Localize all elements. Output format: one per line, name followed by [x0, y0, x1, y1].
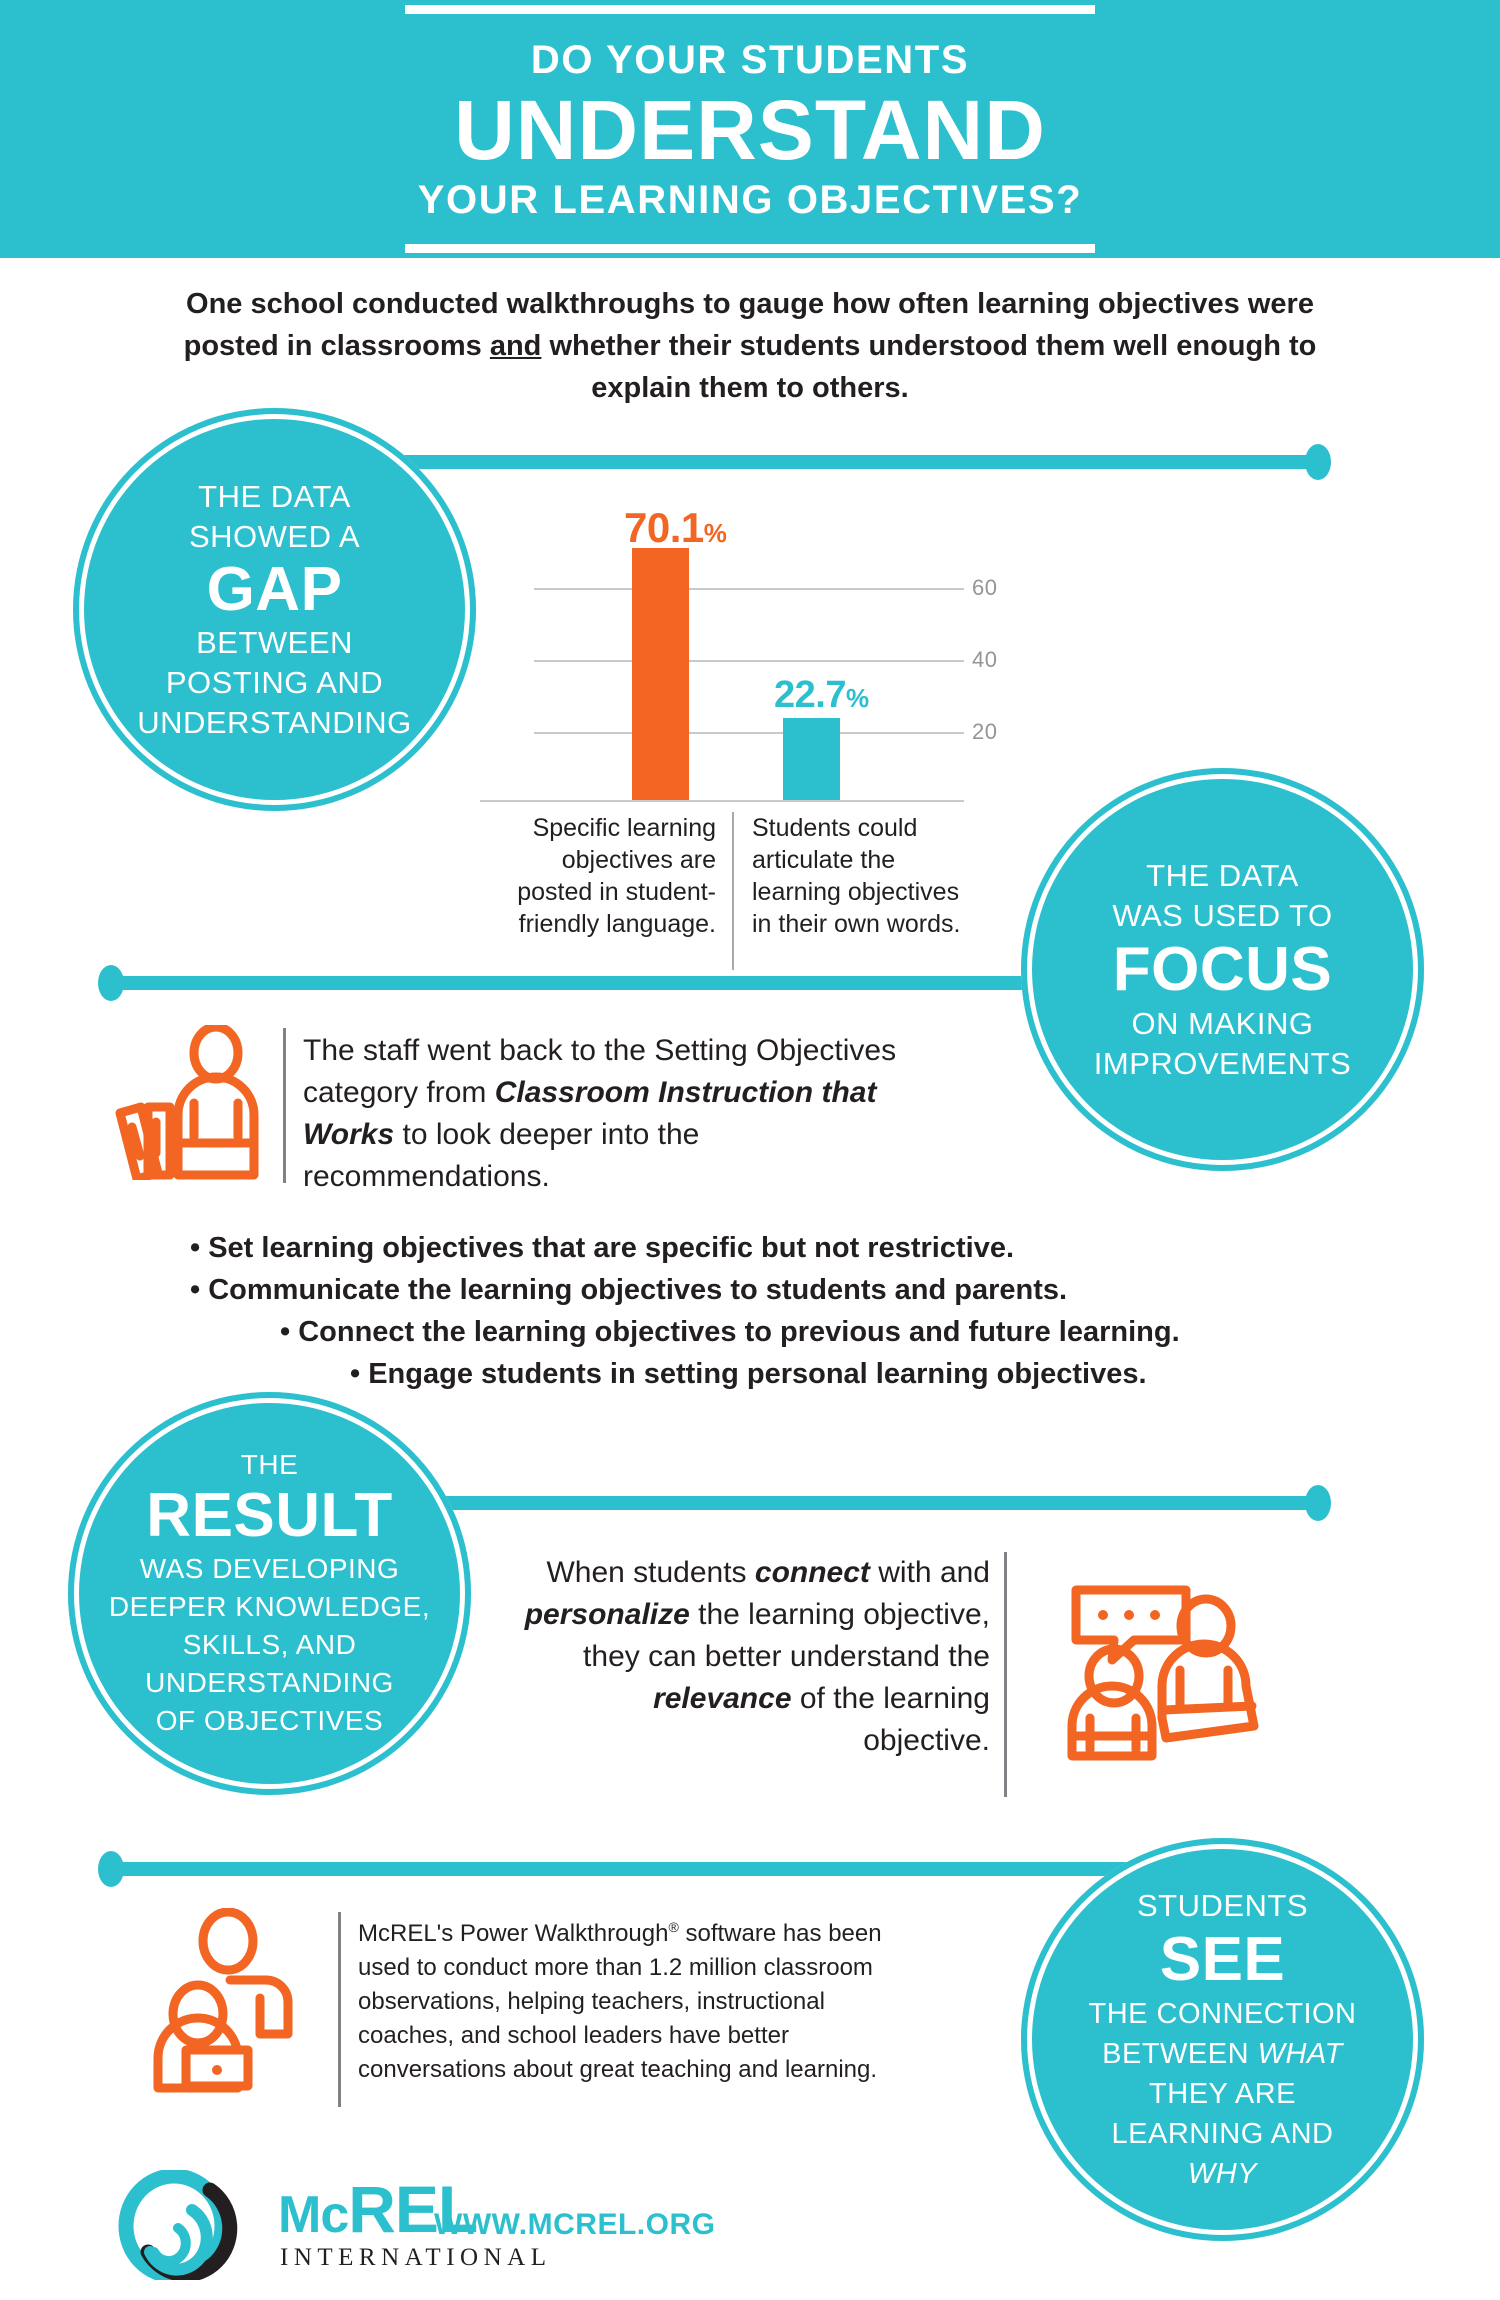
- y-axis-tick-40: 40: [972, 647, 998, 672]
- bubble-see-line-3-pre: BETWEEN: [1102, 2037, 1258, 2070]
- staff-paragraph: [303, 1030, 923, 1198]
- chart-category-label-2: Students could articulate the learning objectives in their own words.: [752, 814, 961, 938]
- y-axis-tick-60: 60: [972, 575, 998, 600]
- bubble-gap-line-2: SHOWED A: [188, 518, 361, 554]
- bubble-see-line-2: THE CONNECTION: [1088, 1997, 1357, 2030]
- list-item: • Connect the learning objectives to previous and future learning.: [280, 1316, 1180, 1348]
- connector-dot-3: [1305, 1485, 1331, 1521]
- mcrel-subtitle: INTERNATIONAL: [280, 2244, 552, 2271]
- bubble-see-line-4: THEY ARE: [1149, 2077, 1296, 2110]
- chart-category-label-1: Specific learning objectives are posted in student-friendly language.: [517, 814, 716, 938]
- header-rule-bottom: [405, 244, 1095, 253]
- gridline-60: [534, 588, 964, 590]
- bubble-see-line-1: STUDENTS: [1136, 1887, 1309, 1923]
- connect-text-part-2: with and: [869, 1556, 990, 1589]
- staff-text-part-1: The staff went back to the Setting Objectives category from: [303, 1034, 897, 1109]
- connect-emphasis-connect: connect: [754, 1556, 870, 1589]
- bar-specific-objectives-posted: [632, 548, 689, 800]
- bubble-see-headline: SEE: [1159, 1924, 1286, 1994]
- bubble-focus-line-3: ON MAKING: [1131, 1005, 1314, 1041]
- connector-line-1: [290, 455, 1320, 469]
- bubble-focus-headline: FOCUS: [1112, 934, 1333, 1004]
- walkthrough-text-part-2: software has been used to conduct more than 1.2 million classroom observations, helping teachers, instructional coaches, and school leaders have better conversations about great teaching and learning.: [358, 1920, 882, 2083]
- connect-text-part-4: of the learning objective.: [791, 1682, 990, 1757]
- bubble-result-line-4: SKILLS, AND: [182, 1628, 357, 1660]
- bubble-see-line-5: LEARNING AND: [1111, 2117, 1334, 2150]
- list-item: • Communicate the learning objectives to students and parents.: [190, 1274, 1068, 1306]
- bubble-focus-line-2: WAS USED TO: [1112, 897, 1333, 933]
- bubble-focus: [1021, 768, 1424, 1171]
- bubble-result-headline: RESULT: [146, 1480, 393, 1550]
- bar-value-number-2: 22.7: [774, 674, 846, 716]
- person-with-laptop-icon: [148, 1908, 323, 2093]
- bubble-result-line-2: WAS DEVELOPING: [139, 1552, 400, 1584]
- person-with-books-icon: [108, 1025, 288, 1180]
- intro-text-part-1: One school conducted walkthroughs to gauge how often learning objectives were posted in classrooms: [183, 288, 1314, 362]
- header-banner: [0, 0, 1500, 258]
- bubble-result-line-3: DEEPER KNOWLEDGE,: [108, 1590, 431, 1622]
- bubble-focus-line-1: THE DATA: [1146, 857, 1299, 893]
- bubble-gap-line-1: THE DATA: [198, 478, 351, 514]
- bar-value-label-1: [624, 504, 726, 552]
- bar-students-articulate: [783, 718, 840, 800]
- header-line-1: DO YOUR STUDENTS: [530, 38, 970, 82]
- connector-dot-1: [1305, 444, 1331, 480]
- bubble-result-line-6: OF OBJECTIVES: [155, 1704, 384, 1736]
- bubble-see-emphasis-what: WHAT: [1257, 2037, 1343, 2070]
- connector-line-4: [108, 1862, 1188, 1876]
- bar-value-pct-1: %: [703, 518, 727, 548]
- walkthrough-text-divider: [338, 1912, 341, 2107]
- bubble-see-line-3: [1102, 2034, 1343, 2074]
- list-item: • Engage students in setting personal learning objectives.: [350, 1358, 1147, 1390]
- connector-dot-4: [98, 1851, 124, 1887]
- walkthrough-paragraph: [358, 1910, 918, 2087]
- mcrel-wordmark-mc: Mc: [278, 2186, 349, 2244]
- staff-text-divider: [283, 1028, 286, 1183]
- bubble-gap-line-4: POSTING AND: [165, 664, 384, 700]
- connect-personalize-paragraph: [520, 1552, 990, 1762]
- bubble-focus-line-4: IMPROVEMENTS: [1093, 1045, 1352, 1081]
- bubble-gap: [73, 408, 476, 811]
- mcrel-wordmark-rel: REL: [348, 2172, 478, 2246]
- bar-chart: [480, 500, 1040, 800]
- bubble-gap-headline: GAP: [206, 554, 343, 624]
- intro-text-part-2: whether their students understood them well enough to explain them to others.: [541, 330, 1317, 404]
- connector-dot-2: [98, 965, 124, 1001]
- header-rule-top: [405, 5, 1095, 14]
- gridline-40: [534, 660, 964, 662]
- intro-paragraph: [150, 283, 1350, 409]
- bubble-gap-line-3: BETWEEN: [196, 624, 353, 660]
- gridline-20: [534, 732, 964, 734]
- list-item: • Set learning objectives that are specific but not restrictive.: [190, 1232, 1015, 1264]
- bubble-result: [68, 1392, 471, 1795]
- registered-mark: ®: [668, 1919, 679, 1935]
- header-line-3: YOUR LEARNING OBJECTIVES?: [417, 178, 1083, 222]
- recommendations-list: [190, 1228, 1410, 1396]
- people-conversation-icon: [1056, 1578, 1266, 1773]
- chart-baseline: [480, 800, 964, 802]
- bar-value-pct-2: %: [845, 683, 869, 713]
- bubble-see-emphasis-why: WHY: [1187, 2157, 1258, 2190]
- bubble-see: [1021, 1838, 1424, 2241]
- staff-book-title: Classroom Instruction that Works: [303, 1076, 877, 1151]
- intro-emphasis: and: [489, 330, 542, 362]
- staff-text-part-2: to look deeper into the recommendations.: [303, 1118, 700, 1193]
- bubble-result-line-1: THE: [240, 1448, 299, 1480]
- bar-value-number-1: 70.1: [624, 504, 704, 551]
- mcrel-website-url[interactable]: WWW.MCREL.ORG: [434, 2208, 716, 2241]
- walkthrough-text-part-1: McREL's Power Walkthrough: [358, 1920, 669, 1947]
- header-title: UNDERSTAND: [454, 83, 1046, 177]
- connect-text-divider: [1004, 1552, 1007, 1797]
- bubble-gap-line-5: UNDERSTANDING: [137, 704, 412, 740]
- chart-category-divider: [732, 812, 734, 970]
- mcrel-spiral-icon: [92, 2170, 257, 2280]
- connect-text-part-1: When students: [546, 1556, 755, 1589]
- connect-text-part-3: the learning objective, they can better understand the: [583, 1598, 990, 1673]
- connect-emphasis-personalize: personalize: [524, 1598, 690, 1631]
- y-axis-tick-20: 20: [972, 719, 998, 744]
- connect-emphasis-relevance: relevance: [653, 1682, 792, 1715]
- bubble-result-line-5: UNDERSTANDING: [145, 1666, 394, 1698]
- bar-value-label-2: [774, 674, 869, 717]
